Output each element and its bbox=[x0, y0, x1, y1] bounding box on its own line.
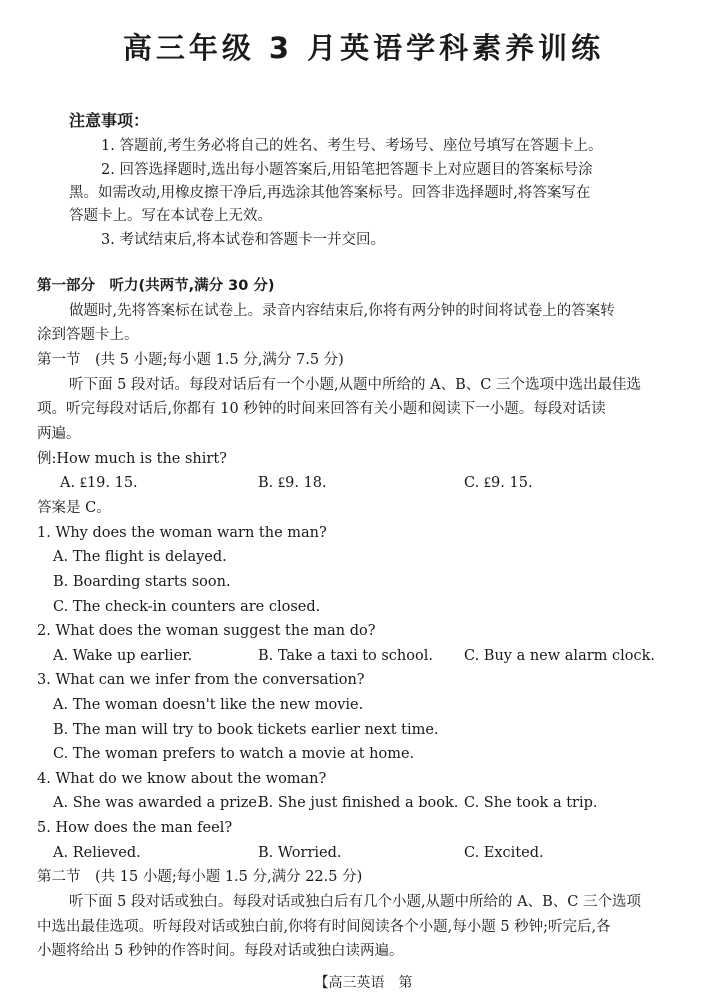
part1-intro-line: 涂到答题卡上。 bbox=[37, 327, 139, 343]
notice-line: 黑。如需改动,用橡皮擦干净后,再选涂其他答案标号。回答非选择题时,将答案写在 bbox=[69, 185, 591, 201]
notice-line: 3. 考试结束后,将本试卷和答题卡一并交回。 bbox=[101, 232, 386, 248]
q1-option-b: B. Boarding starts soon. bbox=[53, 574, 231, 590]
question-4: 4. What do we know about the woman? bbox=[37, 771, 327, 787]
example-question: 例:How much is the shirt? bbox=[37, 451, 227, 467]
question-2: 2. What does the woman suggest the man do? bbox=[37, 623, 376, 639]
notice-line: 2. 回答选择题时,选出每小题答案后,用铅笔把答题卡上对应题目的答案标号涂 bbox=[101, 162, 593, 178]
q4-option-c: C. She took a trip. bbox=[464, 795, 598, 811]
question-1: 1. Why does the woman warn the man? bbox=[37, 525, 327, 541]
q2-option-a: A. Wake up earlier. bbox=[53, 648, 193, 664]
q5-option-b: B. Worried. bbox=[258, 845, 342, 861]
notice-line: 1. 答题前,考生务必将自己的姓名、考生号、考场号、座位号填写在答题卡上。 bbox=[101, 138, 603, 154]
section1-intro-line: 两遍。 bbox=[37, 426, 81, 442]
q3-option-b: B. The man will try to book tickets earlier next time. bbox=[53, 722, 439, 738]
page-footer: 【高三英语 第 bbox=[314, 975, 413, 991]
q2-option-c: C. Buy a new alarm clock. bbox=[464, 648, 656, 664]
q1-option-a: A. The flight is delayed. bbox=[53, 549, 227, 565]
notice-line: 答题卡上。写在本试卷上无效。 bbox=[69, 208, 272, 224]
q4-option-a: A. She was awarded a prize. bbox=[53, 795, 262, 811]
section2-intro-line: 小题将给出 5 秒钟的作答时间。每段对话或独白读两遍。 bbox=[37, 943, 404, 959]
section2-intro-line: 听下面 5 段对话或独白。每段对话或独白后有几个小题,从题中所给的 A、B、C 三个选项 bbox=[69, 894, 641, 910]
q3-option-c: C. The woman prefers to watch a movie at home. bbox=[53, 746, 415, 762]
example-option-b: B. ₤9. 18. bbox=[258, 475, 327, 491]
question-3: 3. What can we infer from the conversation? bbox=[37, 672, 365, 688]
section1-intro-line: 听下面 5 段对话。每段对话后有一个小题,从题中所给的 A、B、C 三个选项中选出最佳选 bbox=[69, 377, 641, 393]
page-title: 高三年级 3 月英语学科素养训练 bbox=[122, 31, 605, 65]
q1-option-c: C. The check-in counters are closed. bbox=[53, 599, 321, 615]
section2-intro-line: 中选出最佳选项。听每段对话或独白前,你将有时间阅读各个小题,每小题 5 秒钟;听完后,各 bbox=[37, 919, 611, 935]
section2-heading: 第二节 (共 15 小题;每小题 1.5 分,满分 22.5 分) bbox=[37, 869, 363, 885]
question-5: 5. How does the man feel? bbox=[37, 820, 233, 836]
example-answer: 答案是 C。 bbox=[37, 500, 111, 516]
q4-option-b: B. She just finished a book. bbox=[258, 795, 459, 811]
q5-option-c: C. Excited. bbox=[464, 845, 544, 861]
example-option-a: A. ₤19. 15. bbox=[60, 475, 138, 491]
part1-intro-line: 做题时,先将答案标在试卷上。录音内容结束后,你将有两分钟的时间将试卷上的答案转 bbox=[69, 303, 615, 319]
notice-heading: 注意事项： bbox=[69, 111, 150, 130]
q5-option-a: A. Relieved. bbox=[53, 845, 141, 861]
section1-intro-line: 项。听完每段对话后,你都有 10 秒钟的时间来回答有关小题和阅读下一小题。每段对话读 bbox=[37, 401, 606, 417]
part1-heading: 第一部分 听力(共两节,满分 30 分) bbox=[37, 278, 275, 294]
section1-heading: 第一节 (共 5 小题;每小题 1.5 分,满分 7.5 分) bbox=[37, 352, 344, 368]
example-option-c: C. ₤9. 15. bbox=[464, 475, 533, 491]
q3-option-a: A. The woman doesn't like the new movie. bbox=[53, 697, 364, 713]
q2-option-b: B. Take a taxi to school. bbox=[258, 648, 433, 664]
